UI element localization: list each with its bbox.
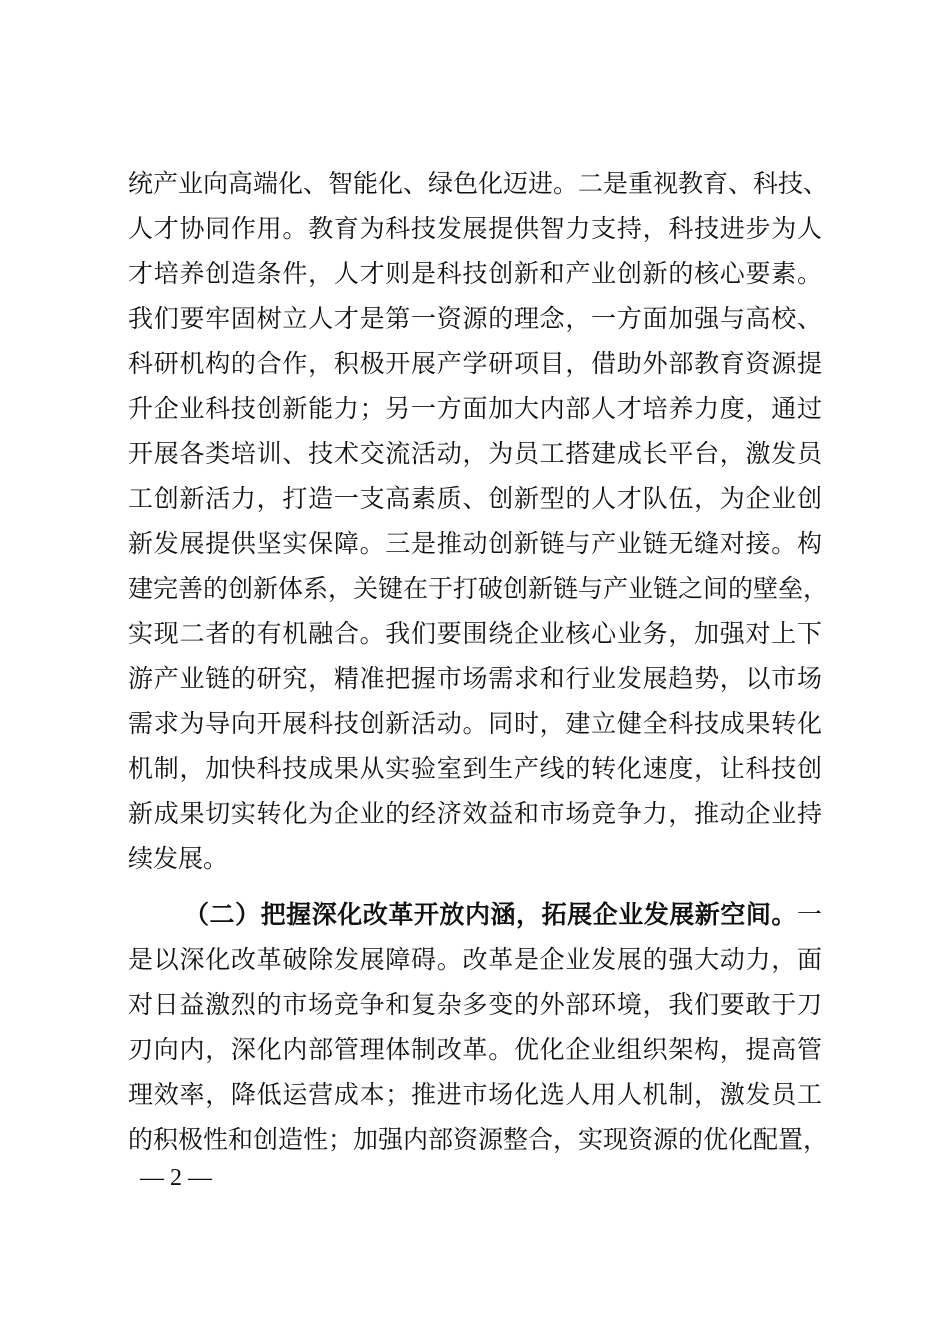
text-line: 才培养创造条件，人才则是科技创新和产业创新的核心要素。 (128, 259, 822, 288)
text-line: 升企业科技创新能力；另一方面加大内部人才培养力度，通过 (128, 394, 822, 423)
paragraph-section-two (128, 892, 829, 1162)
text-line: 刃向内，深化内部管理体制改革。优化企业组织架构，提高管 (128, 1035, 822, 1064)
text-fragment: 一 (796, 900, 822, 929)
text-line: 理效率，降低运营成本；推进市场化选人用人机制，激发员工 (128, 1080, 822, 1109)
text-line: 工创新活力，打造一支高素质、创新型的人才队伍，为企业创 (128, 484, 822, 513)
text-line: 建完善的创新体系，关键在于打破创新链与产业链之间的壁垒， (128, 574, 829, 603)
section-heading: （二）把握深化改革开放内涵，拓展企业发展新空间。 (184, 900, 797, 929)
text-line: 续发展。 (128, 844, 229, 873)
paragraph-continued (128, 161, 829, 881)
text-line: 对日益激烈的市场竞争和复杂多变的外部环境，我们要敢于刀 (128, 990, 822, 1019)
text-line: 是以深化改革破除发展障碍。改革是企业发展的强大动力，面 (128, 945, 822, 974)
text-line: 统产业向高端化、智能化、绿色化迈进。二是重视教育、科技、 (128, 169, 829, 198)
section-heading-line (128, 892, 822, 937)
text-line: 新成果切实转化为企业的经济效益和市场竞争力，推动企业持 (128, 799, 822, 828)
page-number: — 2 — (140, 1165, 212, 1191)
paragraph-gap (128, 881, 822, 892)
text-line: 开展各类培训、技术交流活动，为员工搭建成长平台，激发员 (128, 439, 822, 468)
text-line: 人才协同作用。教育为科技发展提供智力支持，科技进步为人 (128, 214, 822, 243)
document-body (128, 161, 829, 1162)
text-line: 实现二者的有机融合。我们要围绕企业核心业务，加强对上下 (128, 619, 822, 648)
text-line: 新发展提供坚实保障。三是推动创新链与产业链无缝对接。构 (128, 529, 822, 558)
text-line: 的积极性和创造性；加强内部资源整合，实现资源的优化配置， (128, 1125, 829, 1154)
text-line: 机制，加快科技成果从实验室到生产线的转化速度，让科技创 (128, 754, 822, 783)
text-line: 需求为导向开展科技创新活动。同时，建立健全科技成果转化 (128, 709, 822, 738)
text-line: 科研机构的合作，积极开展产学研项目，借助外部教育资源提 (128, 349, 822, 378)
text-line: 我们要牢固树立人才是第一资源的理念，一方面加强与高校、 (128, 304, 822, 333)
text-line: 游产业链的研究，精准把握市场需求和行业发展趋势，以市场 (128, 664, 822, 693)
